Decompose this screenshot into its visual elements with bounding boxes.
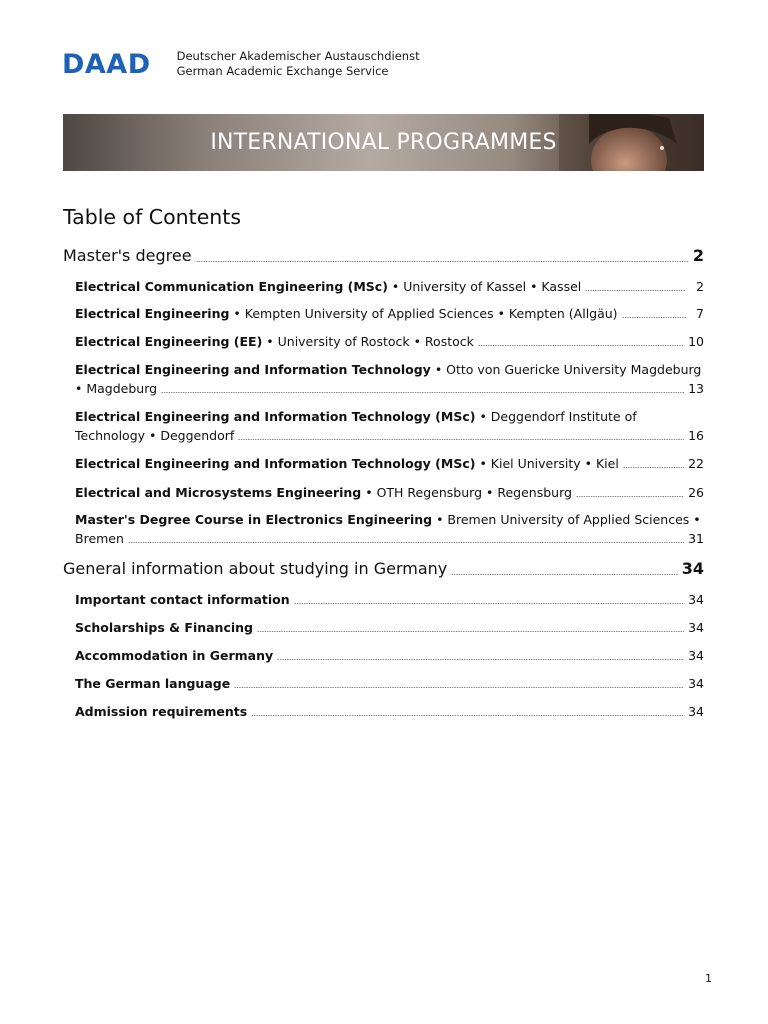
toc-section-general-information[interactable] [63, 559, 704, 578]
programme-title: Electrical Engineering and Information Technology [75, 362, 431, 377]
toc-entry[interactable] [75, 676, 704, 691]
toc-page-number: 10 [688, 334, 704, 349]
toc-entry[interactable] [75, 485, 704, 500]
dot-leader [478, 345, 684, 346]
toc-page-number: 34 [688, 620, 704, 635]
dot-leader [451, 574, 678, 575]
toc-section-label: General information about studying in Germany [63, 559, 448, 578]
toc-entry[interactable] [75, 279, 704, 294]
programme-detail-continued: • Magdeburg [75, 381, 158, 396]
toc-section-label: Master's degree [63, 246, 192, 265]
dot-leader [128, 542, 684, 543]
dot-leader [294, 603, 684, 604]
toc-page-number: 34 [681, 559, 704, 578]
dot-leader [585, 290, 686, 291]
toc-page-number: 34 [688, 704, 704, 719]
programme-detail-continued: Technology • Deggendorf [75, 428, 235, 443]
toc-page-number: 34 [688, 676, 704, 691]
toc-section-masters[interactable] [63, 246, 704, 265]
org-name-german: Deutscher Akademischer Austauschdienst [176, 49, 420, 63]
dot-leader [196, 261, 689, 262]
toc-page-number: 22 [688, 456, 704, 471]
toc-entry[interactable] [75, 334, 704, 349]
info-topic-title: Admission requirements [75, 704, 248, 719]
programme-detail: • Otto von Guericke University Magdeburg [430, 362, 702, 377]
toc-page-number: 26 [688, 485, 704, 500]
toc-page-number: 13 [688, 381, 704, 396]
toc-entry[interactable] [75, 306, 704, 321]
toc-entry[interactable] [75, 648, 704, 663]
toc-page-number: 2 [696, 279, 704, 294]
toc-entry[interactable] [75, 409, 704, 443]
programme-title: Electrical Engineering and Information Technology (MSc) [75, 409, 476, 424]
programme-title: Electrical Engineering (EE) [75, 334, 263, 349]
info-topic-title: Important contact information [75, 592, 290, 607]
dot-leader [623, 467, 684, 468]
toc-entry[interactable] [75, 456, 704, 471]
programme-title: Electrical Engineering and Information Technology (MSc) [75, 456, 476, 471]
dot-leader [622, 317, 686, 318]
toc-page-number: 2 [692, 246, 704, 265]
toc-page-number: 34 [688, 648, 704, 663]
programme-title: Electrical Communication Engineering (MSc) [75, 279, 388, 294]
toc-entry[interactable] [75, 512, 704, 546]
dot-leader [161, 392, 684, 393]
organization-name [177, 49, 420, 79]
toc-entry[interactable] [75, 362, 704, 396]
org-name-english: German Academic Exchange Service [176, 64, 389, 78]
programme-detail: • Deggendorf Institute of [475, 409, 637, 424]
dot-leader [234, 687, 684, 688]
dot-leader [576, 496, 684, 497]
toc-page-number: 31 [688, 531, 704, 546]
info-topic-title: Accommodation in Germany [75, 648, 274, 663]
toc-entry[interactable] [75, 704, 704, 719]
dot-leader [238, 439, 684, 440]
page-header [62, 48, 420, 80]
info-topic-title: The German language [75, 676, 231, 691]
info-topic-title: Scholarships & Financing [75, 620, 253, 635]
daad-logo: DAAD [62, 48, 151, 80]
toc-entry[interactable] [75, 620, 704, 635]
programme-detail: • Bremen University of Applied Sciences • [432, 512, 701, 527]
toc-page-number: 34 [688, 592, 704, 607]
dot-leader [277, 659, 684, 660]
toc-page-number: 7 [696, 306, 704, 321]
programme-detail: • University of Rostock • Rostock [262, 334, 474, 349]
toc-entry[interactable] [75, 592, 704, 607]
programme-detail: • OTH Regensburg • Regensburg [361, 485, 572, 500]
programme-detail-continued: Bremen [75, 531, 124, 546]
dot-leader [257, 631, 684, 632]
toc-page-number: 16 [688, 428, 704, 443]
programme-title: Electrical Engineering [75, 306, 230, 321]
programme-title: Master's Degree Course in Electronics Engineering [75, 512, 433, 527]
banner [63, 114, 704, 171]
footer-page-number: 1 [705, 972, 712, 985]
programme-detail: • University of Kassel • Kassel [387, 279, 582, 294]
programme-detail: • Kempten University of Applied Sciences • Kempten (Allgäu) [229, 306, 618, 321]
programme-title: Electrical and Microsystems Engineering [75, 485, 362, 500]
programme-detail: • Kiel University • Kiel [475, 456, 619, 471]
banner-title: INTERNATIONAL PROGRAMMES [210, 130, 557, 155]
toc-title: Table of Contents [63, 205, 242, 229]
dot-leader [251, 715, 684, 716]
